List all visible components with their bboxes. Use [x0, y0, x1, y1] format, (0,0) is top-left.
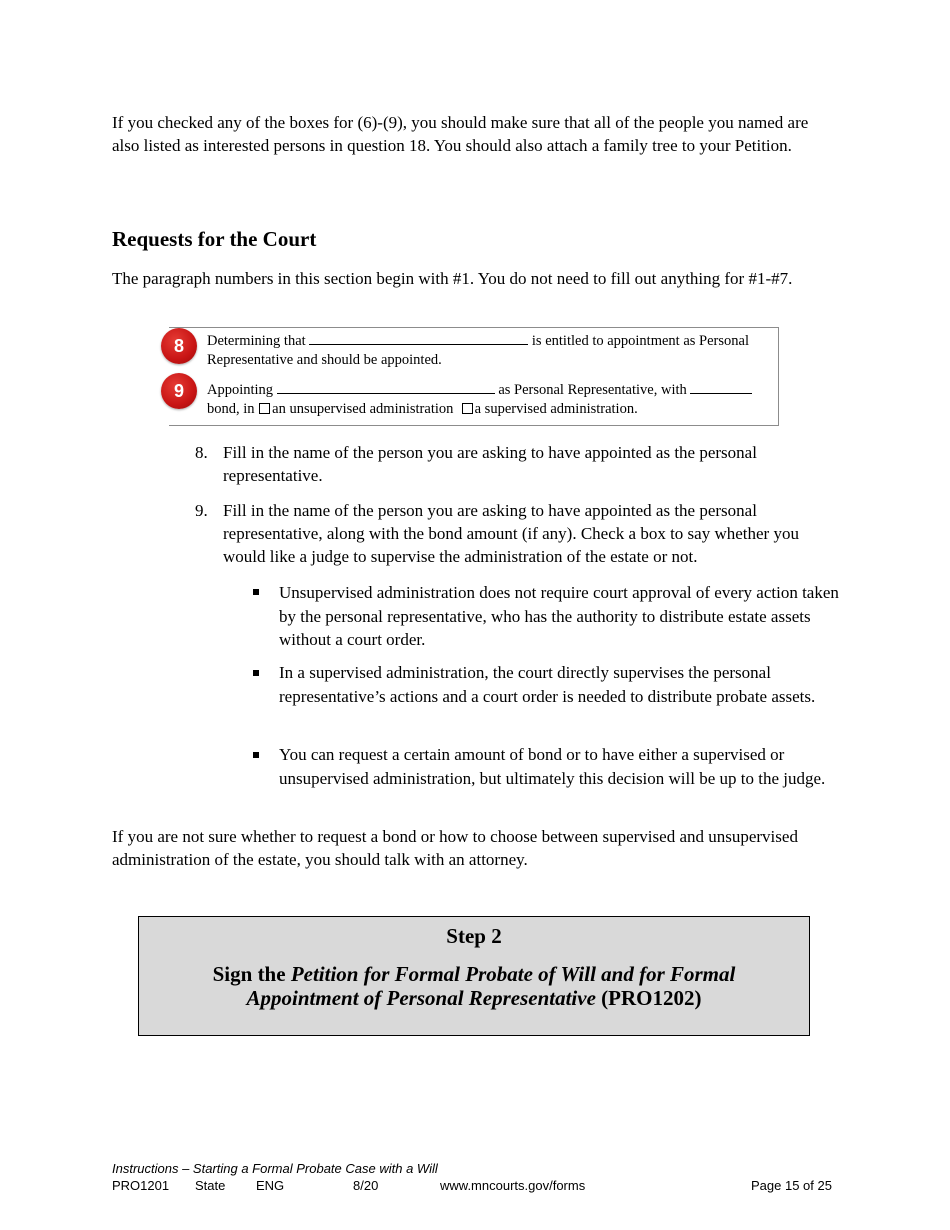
item-8-line-2: Representative and should be appointed. [207, 352, 442, 368]
footer-page-number: Page 15 of 25 [751, 1178, 832, 1193]
intro-paragraph: If you checked any of the boxes for (6)-(9), you should make sure that all of the people you named are also listed as interested persons in question 18. You should also attach a family tree to your Petition. [112, 113, 809, 155]
sign-prefix: Sign the [212, 962, 286, 986]
checkbox-icon [462, 403, 473, 414]
item-9-badge-icon: 9 [161, 373, 197, 409]
form-code: (PRO1202) [601, 986, 702, 1010]
footer-language: ENG [256, 1178, 285, 1193]
step-instruction [139, 962, 809, 1010]
item-9-line-1 [207, 381, 752, 399]
instruction-number: 8. [195, 443, 208, 462]
bullet-text: Unsupervised administration does not require court approval of every action taken by the personal representative, who has the authority to distribute estate assets without a court order. [279, 583, 839, 649]
item-8-label-end: is entitled to appointment as Personal [531, 333, 749, 349]
instruction-number: 9. [195, 501, 208, 520]
footer-website: www.mncourts.gov/forms [440, 1178, 586, 1193]
bullet-text: In a supervised administration, the court directly supervises the personal representative’s actions and a court order is needed to distribute probate assets. [279, 663, 816, 706]
instruction-text: Fill in the name of the person you are asking to have appointed as the personal representative. [223, 443, 757, 485]
item-9-bond-label: bond, in [207, 401, 255, 417]
unsupervised-option: an unsupervised administration [272, 401, 454, 417]
item-9-label-start: Appointing [207, 382, 274, 398]
bullet-icon [253, 589, 259, 595]
item-9-line-2 [207, 400, 638, 418]
bullet-icon [253, 752, 259, 758]
item-9-label-mid: as Personal Representative, with [498, 382, 687, 398]
footer-form-id: PRO1201 [112, 1178, 170, 1193]
item-8-label-start: Determining that [207, 333, 306, 349]
footer-jurisdiction: State [195, 1178, 226, 1193]
section-intro: The paragraph numbers in this section begin with #1. You do not need to fill out anything for #1-#7. [112, 269, 793, 288]
form-title-line-2: Appointment of Personal Representative [246, 986, 596, 1010]
step-title: Step 2 [446, 924, 502, 948]
bond-blank [690, 381, 752, 394]
instruction-text: Fill in the name of the person you are asking to have appointed as the personal representative, along with the bond amount (if any). Check a box to say whether you would like a judge to supervise the administration of the estate or not. [223, 501, 799, 566]
step-box [138, 916, 810, 1036]
name-blank [309, 332, 528, 345]
bullet-icon [253, 670, 259, 676]
section-heading: Requests for the Court [112, 227, 317, 251]
item-8-badge-icon: 8 [161, 328, 197, 364]
checkbox-icon [259, 403, 270, 414]
footer-doc-title: Instructions – Starting a Formal Probate Case with a Will [112, 1161, 438, 1176]
footer-date: 8/20 [353, 1178, 379, 1193]
name-blank [277, 381, 495, 394]
closing-paragraph: If you are not sure whether to request a bond or how to choose between supervised and unsupervised administration of the estate, you should talk with an attorney. [112, 827, 798, 869]
item-8-line-1 [207, 332, 749, 350]
supervised-option: a supervised administration. [474, 401, 638, 417]
bullet-text: You can request a certain amount of bond or to have either a supervised or unsupervised administration, but ultimately this decision will be up to the judge. [279, 745, 826, 788]
form-title-line-1: Petition for Formal Probate of Will and for Formal [290, 962, 736, 986]
